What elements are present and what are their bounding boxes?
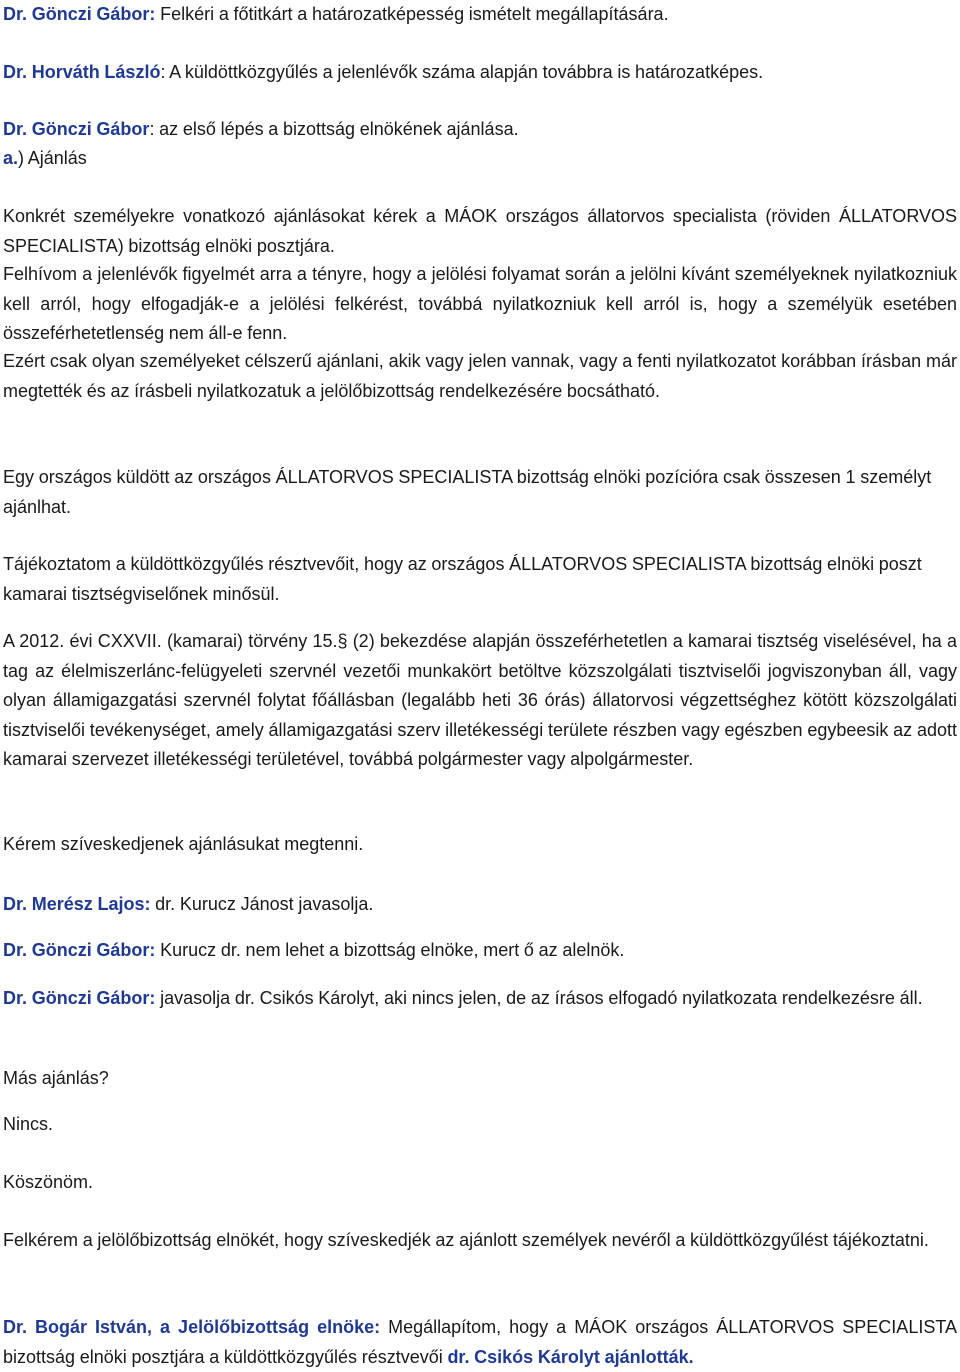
paragraph-felhivom <box>3 260 957 349</box>
paragraph-meresz <box>3 890 957 920</box>
paragraph-gonczi-3 <box>3 936 957 966</box>
paragraph-text: A 2012. évi CXXVII. (kamarai) törvény 15.§ (2) bekezdése alapján összeférhetetlen a kamarai tisztség viselésével, ha a tag az élelmiszerlánc-felügyeleti szervnél vezetői munkakört betöltve közszolgálati tisztviselői jogviszonyban áll, vagy olyan államigazgatási szervnél folytat főállásban (legalább heti 36 órás) állatorvosi végzettséghez kötött közszolgálati tisztviselői tevékenységet, amely államigazgatási szerv illetékességi területe részben vagy egészben egybeesik az adott kamarai szervezet illetékességi területével, továbbá polgármester vagy alpolgármester. <box>3 631 957 769</box>
section-heading-ajanlas <box>3 144 957 174</box>
paragraph-text: Kurucz dr. nem lehet a bizottság elnöke, mert ő az alelnök. <box>155 940 625 960</box>
section-marker: a. <box>3 148 19 168</box>
paragraph-mas-ajanlas <box>3 1064 957 1094</box>
paragraph-torveny <box>3 627 957 775</box>
paragraph-text: Felhívom a jelenlévők figyelmét arra a tényre, hogy a jelölési folyamat során a jelölni kívánt személyeknek nyilatkozniuk kell arról, hogy elfogadják-e a jelölési felkérést, továbbá nyilatkozniuk kell arról is, hogy a személyük esetében összeférhetetlenség nem áll-e fenn. <box>3 264 957 343</box>
paragraph-felkerem <box>3 1226 957 1256</box>
speaker-name: Dr. Bogár István, a Jelölőbizottság elnöke: <box>3 1317 381 1337</box>
speaker-name: Dr. Gönczi Gábor: <box>3 940 156 960</box>
paragraph-text: Egy országos küldött az országos ÁLLATORVOS SPECIALISTA bizottság elnöki pozícióra csak összesen 1 személyt ajánlhat. <box>3 467 932 517</box>
paragraph-ezert <box>3 347 957 406</box>
speaker-name: Dr. Merész Lajos: <box>3 894 151 914</box>
paragraph-kerem <box>3 830 957 860</box>
speaker-name: Dr. Gönczi Gábor: <box>3 988 156 1008</box>
paragraph-horvath <box>3 58 957 88</box>
paragraph-text: Ezért csak olyan személyeket célszerű ajánlani, akik vagy jelen vannak, vagy a fenti nyilatkozatot korábban írásban már megtették és az írásbeli nyilatkozatuk a jelölőbizottság rendelkezésére bocsátható. <box>3 351 957 401</box>
paragraph-konkret <box>3 202 957 261</box>
paragraph-gonczi-1 <box>3 0 957 30</box>
speaker-name: Dr. Gönczi Gábor <box>3 119 150 139</box>
paragraph-text: dr. Kurucz Jánost javasolja. <box>150 894 374 914</box>
paragraph-text: Más ajánlás? <box>3 1068 109 1088</box>
paragraph-gonczi-2 <box>3 115 957 145</box>
paragraph-text: Nincs. <box>3 1114 54 1134</box>
nomination-result: dr. Csikós Károlyt ajánlották. <box>447 1346 694 1367</box>
paragraph-text: javasolja dr. Csikós Károlyt, aki nincs jelen, de az írásos elfogadó nyilatkozata rendelkezésre áll. <box>155 988 923 1008</box>
paragraph-text: : az első lépés a bizottság elnökének ajánlása. <box>149 119 519 139</box>
section-heading-text: ) Ajánlás <box>18 148 87 168</box>
paragraph-text: Konkrét személyekre vonatkozó ajánlásokat kérek a MÁOK országos állatorvos specialista (röviden ÁLLATORVOS SPECIALISTA) bizottság elnöki posztjára. <box>3 206 957 256</box>
paragraph-nincs <box>3 1110 957 1140</box>
paragraph-text: Tájékoztatom a küldöttközgyűlés résztvevőit, hogy az országos ÁLLATORVOS SPECIALISTA bizottság elnöki poszt kamarai tisztségviselőnek minősül. <box>3 554 922 604</box>
paragraph-koszonom <box>3 1168 957 1198</box>
paragraph-gonczi-4 <box>3 984 957 1014</box>
paragraph-text: : A küldöttközgyűlés a jelenlévők száma alapján továbbra is határozatképes. <box>160 62 764 82</box>
paragraph-tajekoztatom <box>3 550 957 609</box>
paragraph-text: Köszönöm. <box>3 1172 94 1192</box>
paragraph-bogar <box>3 1313 957 1372</box>
paragraph-orszagos-kuldott <box>3 463 957 522</box>
speaker-name: Dr. Gönczi Gábor: <box>3 4 156 24</box>
paragraph-text: Kérem szíveskedjenek ajánlásukat megtenni. <box>3 834 364 854</box>
paragraph-text: Felkérem a jelölőbizottság elnökét, hogy szíveskedjék az ajánlott személyek nevéről a küldöttközgyűlést tájékoztatni. <box>3 1230 929 1250</box>
speaker-name: Dr. Horváth László <box>3 62 161 82</box>
paragraph-text: Felkéri a főtitkárt a határozatképesség ismételt megállapítására. <box>155 4 669 24</box>
paragraph-text: Megállapítom, hogy a MÁOK országos ÁLLATORVOS SPECIALISTA bizottság elnöki posztjára a küldöttközgyűlés résztvevői <box>3 1317 957 1367</box>
